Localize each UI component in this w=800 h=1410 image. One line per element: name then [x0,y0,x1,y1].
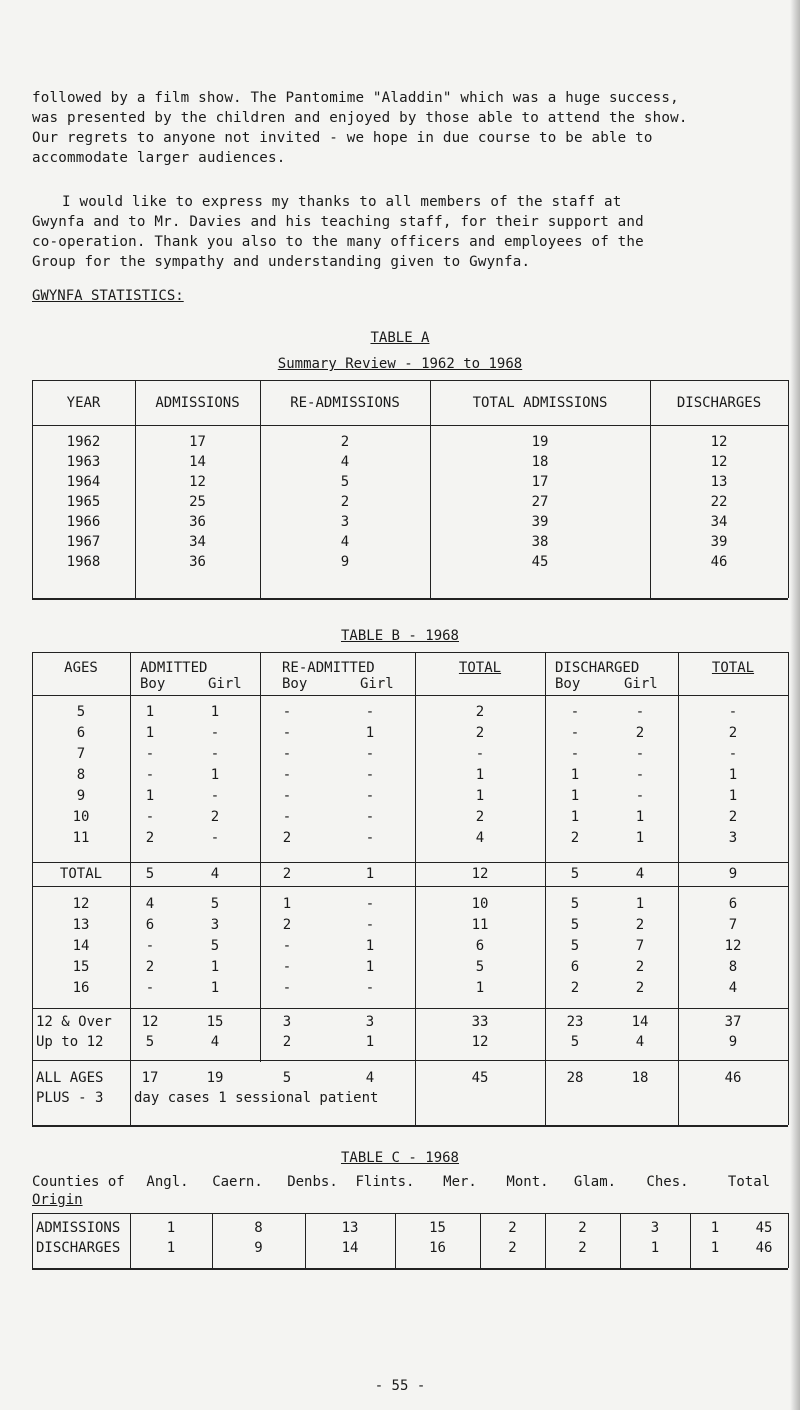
table-b-cell: 2 [728,809,738,825]
table-b-cell: 15 [72,959,90,975]
table-b-cell: - [635,767,645,783]
table-a-cell: 4 [340,534,350,550]
table-b-cell: 1 [570,788,580,804]
table-b-all-ages-cell: 17 [141,1070,159,1086]
table-b-cell: 5 [475,959,485,975]
table-b-over-cell: 4 [210,1034,220,1050]
table-a-cell: 36 [189,554,206,570]
table-b-over-cell: 12 [141,1014,159,1030]
table-a-cell: 12 [189,474,206,490]
table-c-cell: 2 [508,1240,517,1256]
table-b-cell: - [282,767,292,783]
table-c-county-header: Angl. [146,1174,189,1190]
table-b-cell: 5 [210,896,220,912]
table-a-header-discharges: DISCHARGES [676,395,762,411]
table-b-cell: 1 [365,725,375,741]
table-b-cell: 14 [72,938,90,954]
table-b-cell: 4 [475,830,485,846]
table-b-all-ages-cell: 19 [206,1070,224,1086]
table-b-cell: 6 [145,917,155,933]
table-c-header-label: Counties of [32,1174,125,1190]
table-a-cell: 1962 [66,434,101,450]
table-c-county-header: Caern. [212,1174,263,1190]
table-b-cell: 1 [475,980,485,996]
table-b-total-cell: TOTAL [59,866,103,882]
table-b-sub-girl: Girl [624,676,658,692]
section-heading: GWYNFA STATISTICS: [32,288,184,304]
table-c-cell: 8 [254,1220,263,1236]
table-b-all-ages-cell: 45 [471,1070,489,1086]
table-b-over-cell: 4 [635,1034,645,1050]
table-b-total-cell: 12 [471,866,489,882]
table-b-cell: 10 [471,896,489,912]
table-b-cell: - [365,767,375,783]
table-b-over-cell: 23 [566,1014,584,1030]
table-b-cell: 1 [210,959,220,975]
table-b-cell: - [365,788,375,804]
table-b-cell: 5 [76,704,86,720]
table-c-cell: 2 [508,1220,517,1236]
table-a-cell: 5 [340,474,350,490]
table-b-cell: 1 [365,938,375,954]
table-b-cell: 2 [282,917,292,933]
table-a-cell: 18 [531,454,549,470]
table-b-cell: 1 [210,980,220,996]
table-b-cell: - [635,788,645,804]
table-c-cell: 45 [755,1220,773,1236]
table-a-cell: 3 [340,514,350,530]
table-b-cell: 2 [570,980,580,996]
table-a-subtitle: Summary Review - 1962 to 1968 [277,356,523,372]
table-a-cell: 14 [189,454,206,470]
table-b-cell: - [365,704,375,720]
table-b-cell: - [145,746,155,762]
table-b-cell: - [365,809,375,825]
table-b-cell: 1 [282,896,292,912]
table-b-cell: 1 [365,959,375,975]
intro-line: followed by a film show. The Pantomime "Aladdin" which was a huge success, [32,90,679,106]
page-number: - 55 - [374,1378,426,1394]
table-a-cell: 39 [710,534,728,550]
table-b-cell: - [365,830,375,846]
table-b-sub-girl: Girl [360,676,394,692]
table-c-cell: 1 [650,1240,660,1256]
table-b-cell: 5 [570,896,580,912]
thanks-line: I would like to express my thanks to all members of the staff at [62,194,622,210]
table-b-total-cell: 9 [728,866,738,882]
table-a-cell: 19 [531,434,549,450]
table-b-cell: 1 [728,767,738,783]
table-a-cell: 4 [340,454,350,470]
table-a-cell: 2 [340,494,350,510]
table-b-cell: - [145,809,155,825]
table-b-sub-boy: Boy [555,676,581,692]
table-b-cell: - [635,704,645,720]
table-a-cell: 1963 [66,454,101,470]
table-b-cell: - [145,938,155,954]
table-c-cell: 1 [166,1220,176,1236]
table-b-cell: 1 [145,704,155,720]
table-c-cell: 13 [341,1220,359,1236]
table-b-all-ages-cell: 4 [365,1070,375,1086]
table-b-cell: 2 [570,830,580,846]
table-a-cell: 13 [710,474,728,490]
table-b-over-cell: 9 [728,1034,738,1050]
table-b-cell: 2 [210,809,220,825]
table-a-cell: 45 [531,554,549,570]
intro-line: Our regrets to anyone not invited - we hope in due course to be able to [32,130,653,146]
table-b-over-label: Up to 12 [36,1034,104,1050]
table-b-sub-boy: Boy [282,676,308,692]
table-b-cell: 2 [475,704,485,720]
table-b-all-ages-cell: 46 [724,1070,742,1086]
table-b-all-ages-label: ALL AGES [36,1070,104,1086]
table-b-cell: 9 [76,788,86,804]
table-b-cell: - [365,980,375,996]
table-b-all-ages-cell: 28 [566,1070,584,1086]
thanks-line: Gwynfa and to Mr. Davies and his teaching staff, for their support and [32,214,644,230]
table-b-cell: - [282,788,292,804]
table-b-over-cell: 37 [724,1014,742,1030]
table-a-cell: 46 [710,554,728,570]
table-b-cell: 6 [475,938,485,954]
table-b-cell: - [570,704,580,720]
table-c-cell: 46 [755,1240,773,1256]
table-c-cell: 2 [578,1220,587,1236]
table-b-title: TABLE B - 1968 [340,628,459,644]
table-b-cell: 8 [76,767,86,783]
table-b-total-cell: 2 [282,866,292,882]
table-b-cell: 13 [72,917,90,933]
table-b-cell: - [570,746,580,762]
table-b-cell: - [365,746,375,762]
table-b-header-readmitted: RE-ADMITTED [282,660,375,676]
table-b-cell: - [210,830,220,846]
table-a-cell: 1967 [66,534,101,550]
table-b-plus-note: day cases 1 sessional patient [134,1090,379,1106]
table-b-cell: 3 [728,830,738,846]
table-b-cell: 5 [570,938,580,954]
table-b-cell: - [728,746,738,762]
table-b-cell: 7 [76,746,86,762]
table-c-cell: 9 [254,1240,263,1256]
table-c-county-header: Mont. [506,1174,549,1190]
table-a-cell: 27 [531,494,549,510]
table-b-cell: - [728,704,738,720]
table-b-cell: 4 [145,896,155,912]
table-a-cell: 12 [710,434,728,450]
table-b-cell: 5 [570,917,580,933]
table-b-cell: 2 [145,959,155,975]
table-b-over-cell: 2 [282,1034,292,1050]
table-c-cell: 16 [429,1240,446,1256]
table-c-county-header: Glam. [573,1174,617,1190]
table-b-cell: 1 [635,896,645,912]
table-b-cell: 7 [728,917,738,933]
table-b-cell: 1 [475,767,485,783]
table-b-cell: 1 [570,809,580,825]
table-b-cell: 2 [635,980,645,996]
table-a-cell: 2 [340,434,350,450]
table-a-header-readmissions: RE-ADMISSIONS [290,395,400,411]
table-b-cell: 2 [282,830,292,846]
table-c-county-header: Total [727,1174,771,1190]
table-a-cell: 1964 [66,474,101,490]
table-b-cell: 2 [475,725,485,741]
table-b-cell: - [210,746,220,762]
table-b-cell: - [282,959,292,975]
table-b-total-cell: 4 [635,866,645,882]
table-b-cell: - [282,938,292,954]
table-b-cell: 10 [72,809,90,825]
table-a-cell: 22 [710,494,728,510]
table-b-cell: - [282,809,292,825]
table-b-cell: - [210,788,220,804]
table-b-cell: 11 [471,917,489,933]
table-b-cell: 6 [570,959,580,975]
table-a-cell: 39 [531,514,549,530]
table-b-cell: - [365,917,375,933]
table-b-over-cell: 12 [471,1034,489,1050]
table-b-cell: 1 [145,725,155,741]
table-a-cell: 36 [189,514,206,530]
table-b-cell: 1 [635,809,645,825]
table-b-cell: - [145,980,155,996]
table-b-header-total: TOTAL [458,660,502,676]
table-a-header-total: TOTAL ADMISSIONS [472,395,608,411]
table-b-cell: 1 [475,788,485,804]
table-b-cell: - [282,725,292,741]
table-b-total-cell: 1 [365,866,375,882]
table-b-cell: - [365,896,375,912]
table-c-cell: 1 [710,1240,720,1256]
table-a-title: TABLE A [370,330,430,346]
table-a-cell: 38 [531,534,549,550]
table-b-header-admitted: ADMITTED [140,660,208,676]
table-a-cell: 34 [710,514,728,530]
table-b-header-discharged: DISCHARGED [555,660,640,676]
table-b-over-cell: 5 [570,1034,580,1050]
table-c-cell: 1 [166,1240,176,1256]
table-c-cell: 3 [650,1220,660,1236]
table-b-cell: 3 [210,917,220,933]
table-b-cell: 1 [210,704,220,720]
table-b-cell: 2 [475,809,485,825]
table-c-cell: 14 [341,1240,359,1256]
table-b-cell: 7 [635,938,645,954]
thanks-line: Group for the sympathy and understanding given to Gwynfa. [32,254,531,270]
table-b-cell: - [282,746,292,762]
table-b-all-ages-cell: 18 [631,1070,649,1086]
table-a-header-year: YEAR [66,395,101,411]
table-b-cell: - [570,725,580,741]
table-b-cell: - [635,746,645,762]
table-a-cell: 12 [710,454,728,470]
table-b-cell: - [145,767,155,783]
table-b-cell: 1 [728,788,738,804]
page-edge-shadow [790,0,800,1410]
table-b-cell: - [282,704,292,720]
table-b-cell: 5 [210,938,220,954]
intro-line: accommodate larger audiences. [32,150,286,166]
table-b-cell: 12 [72,896,90,912]
table-b-cell: 2 [145,830,155,846]
table-b-cell: 2 [635,725,645,741]
table-a-cell: 17 [189,434,206,450]
table-a-cell: 1966 [66,514,101,530]
table-b-cell: 2 [635,959,645,975]
table-c-county-header: Ches. [646,1174,689,1190]
table-c-cell: 15 [429,1220,446,1236]
table-b-total-cell: 4 [210,866,220,882]
table-b-over-cell: 3 [365,1014,375,1030]
table-a-cell: 9 [340,554,350,570]
table-b-cell: 2 [728,725,738,741]
table-b-cell: 8 [728,959,738,975]
table-c-row-label: DISCHARGES [36,1240,121,1256]
table-b-cell: 1 [145,788,155,804]
table-b-header-total-2: TOTAL [711,660,755,676]
intro-line: was presented by the children and enjoyed by those able to attend the show. [32,110,688,126]
table-a-cell: 1965 [66,494,101,510]
table-b-sub-girl: Girl [208,676,242,692]
table-b-cell: - [210,725,220,741]
table-b-cell: - [282,980,292,996]
table-a-cell: 34 [189,534,206,550]
table-b-cell: 6 [76,725,86,741]
table-c-header-origin: Origin [32,1192,83,1208]
table-c-county-header: Denbs. [287,1174,338,1190]
table-b-cell: 1 [210,767,220,783]
table-c-cell: 2 [578,1240,587,1256]
table-c-cell: 1 [710,1220,720,1236]
table-c-row-label: ADMISSIONS [36,1220,121,1236]
table-c-title: TABLE C - 1968 [340,1150,459,1166]
table-b-sub-boy: Boy [140,676,166,692]
table-a-cell: 17 [531,474,549,490]
table-b-over-cell: 1 [365,1034,375,1050]
table-b-over-cell: 33 [471,1014,489,1030]
table-b-cell: 16 [72,980,90,996]
table-b-plus-label: PLUS - 3 [36,1090,104,1106]
table-a-cell: 1968 [66,554,101,570]
table-b-over-cell: 15 [206,1014,224,1030]
table-b-header-ages: AGES [64,660,98,676]
table-a-header-admissions: ADMISSIONS [155,395,240,411]
table-b-over-cell: 5 [145,1034,155,1050]
table-c-county-header: Mer. [443,1174,477,1190]
table-b-total-cell: 5 [145,866,155,882]
table-b-over-cell: 14 [631,1014,649,1030]
table-b-over-label: 12 & Over [36,1014,112,1030]
thanks-line: co-operation. Thank you also to the many officers and employees of the [32,234,644,250]
table-b-cell: - [475,746,485,762]
table-b-cell: 4 [728,980,738,996]
table-b-over-cell: 3 [282,1014,292,1030]
table-b-cell: 1 [635,830,645,846]
thanks-paragraph [32,192,782,272]
table-b-total-cell: 5 [570,866,580,882]
table-b-cell: 6 [728,896,738,912]
table-b-cell: 1 [570,767,580,783]
table-b-all-ages-cell: 5 [282,1070,292,1086]
table-c-county-header: Flints. [355,1174,415,1190]
intro-paragraph [32,88,782,168]
table-a-cell: 25 [189,494,206,510]
table-b-cell: 2 [635,917,645,933]
table-b-cell: 12 [724,938,742,954]
table-b-cell: 11 [72,830,90,846]
